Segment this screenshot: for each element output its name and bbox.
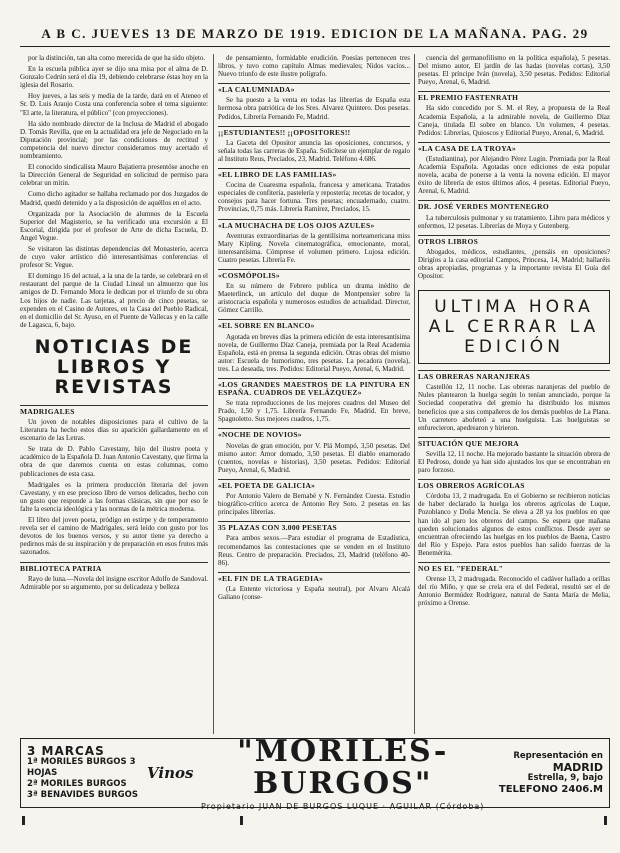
news-heading: NO ES EL "FEDERAL" <box>418 562 610 573</box>
ad-representation <box>488 751 603 795</box>
ad-brand-name: "MORILES-BURGOS" <box>237 733 449 801</box>
paragraph: Organizada por la Asociación de alumnos de la Escuela Superior del Magisterio, se ha verificado una excursión a El Escorial, dirigida por el profesor de Arte de dicha Escuela, D. Angel Vegue. <box>20 209 208 242</box>
column-2 <box>218 54 410 734</box>
paragraph: (Estudiantina), por Alejandro Pérez Lugín. Premiada por la Real Academia Española. Agotadas once ediciones de esta popular novela, acaba de ponerse a la venta la novena edición. El mayor éxito de librería de estos últimos años, 4 pesetas. Editorial Pueyo, Arenal, 6, Madrid. <box>418 154 610 196</box>
news-heading: LOS OBREROS AGRÍCOLAS <box>418 479 610 490</box>
paragraph: Se ha puesto a la venta en todas las librerías de España esta hermosa obra patriótica de los Sres. Alvarez Quintero. Dos pesetas. Pedidos, Librería Fernando Fe, Madrid. <box>218 96 410 121</box>
column-1 <box>20 54 208 734</box>
ad-brand-line: 2ª MORILES BURGOS <box>27 778 127 789</box>
ad-brands-title: 3 MARCAS <box>27 743 105 758</box>
columns <box>20 54 610 734</box>
paragraph: El domingo 16 del actual, a la una de la tarde, se celebrará en el restaurant del parque de la Ciudad Lineal un almuerzo que los amigos de D. Fernando Mora le dedican por el triunfo de su obra Los hijos de nadie. Las tarjetas, al precio de cinco pesetas, se expenden en el Casino de Autores, en la Casa del Pueblo Radical, en el domicilio del Sr. Ayuso, en el Puente de Vallecas y en la calle de Lagasca, 6, bajo. <box>20 272 208 329</box>
paragraph: por la distinción, tan alta como merecida de que ha sido objeto. <box>28 54 206 62</box>
ad-brands-list <box>27 743 147 801</box>
ad-heading: «LA MUCHACHA DE LOS OJOS AZULES» <box>218 219 410 230</box>
ad-heading: «EL FIN DE LA TRAGEDIA» <box>218 572 410 583</box>
registration-mark <box>604 816 607 825</box>
ad-heading: «NOCHE DE NOVIOS» <box>218 428 410 439</box>
paragraph: Por Antonio Valero de Bernabé y N. Fernández Cuesta. Estudio biográfico-crítico acerca de Antonio Rey Soto. 2 pesetas en las principales librerías. <box>218 492 410 517</box>
paragraph: (La Entente victoriosa y España neutral), por Alvaro Alcalá Galiano (conse- <box>218 584 410 601</box>
ad-center <box>197 733 488 811</box>
paragraph: Cocina de Cuaresma española, francesa y americana. Tratados especiales de confitería, pastelería y repostería; recetas de tocador, y consejos para hacer fortuna. Tres pesetas; encuadernado, cuatro. Provincias, 0,75 más. Librería Ramírez, Preciados, 15. <box>218 181 410 214</box>
ad-heading: OTROS LIBROS <box>418 235 610 246</box>
paragraph: Se trata de D. Pablo Cavestany, hijo del ilustre poeta y académico de la Española D. Juan Antonio Cavestany, que firma la obra de que daremos cuenta en estas columnas, como publicaciones de esta casa. <box>20 445 208 478</box>
paragraph: Madrigales es la primera producción literaria del joven Cavestany, y en ese precioso libro de versos delicados, hecho con un gusto que responde a las formas clásicas, sin que por eso le falte la esencia ideológica y las normas de la métrica moderna. <box>20 480 208 513</box>
column-3 <box>418 54 610 734</box>
ad-vinos-label: Vinos <box>147 764 194 782</box>
paragraph: El conocido sindicalista Mauro Bajatierra presentóse anoche en la Dirección General de Seguridad en solicitud de permiso para celebrar un mitin. <box>20 163 208 188</box>
ad-brand-line: 3ª BENAVIDES BURGOS <box>27 789 139 800</box>
subsection-heading: BIBLIOTECA PATRIA <box>20 562 208 573</box>
paragraph: Como dicho agitador se hallaba reclamado por dos Juzgados de Madrid, quedó detenido y a la disposición de aquéllos en el acto. <box>20 190 208 207</box>
paragraph: cuencia del germanofilismo en la política española), 5 pesetas. Del mismo autor, El jardín de las hadas (novelas cortas), 3,50 pesetas. El príncipe Iván (novela), 3,50 pesetas. Pedidos: Editorial Pueyo, Arenal, 6, Madrid. <box>418 54 610 87</box>
subsection-heading: MADRIGALES <box>20 405 208 416</box>
paragraph: de pensamiento, formidable erudición. Poesías pertenecen tres libros, y tuvo como capítulo Almas medievales; Nidos vacíos... Nuevo triunfo de este ilustre polígrafo. <box>218 54 410 79</box>
ad-rep-phone: TELEFONO 2406.M <box>498 784 603 795</box>
paragraph: Un joven de notables disposiciones para el cultivo de la Literatura ha hecho estos días su aparición gallardamente en el escenario de las Letras. <box>20 418 208 443</box>
ultima-hora-banner: ULTIMA HORA AL CERRAR LA EDICIÓN <box>418 290 610 364</box>
page-masthead: A B C. JUEVES 13 DE MARZO DE 1919. EDICION DE LA MAÑANA. PAG. 29 <box>20 26 610 47</box>
ad-rep-label: Representación en <box>513 751 603 761</box>
ad-heading: EL PREMIO FASTENRATH <box>418 91 610 102</box>
paragraph: En la escuela pública ayer se dijo una misa por el alma de D. Gonzalo Cedrún será el día 19, debiendo celebrarse éstas hoy en la iglesia del Rosario. <box>20 65 208 90</box>
ad-heading: DR. JOSÉ VERDES MONTENEGRO <box>418 200 610 211</box>
ad-heading: «COSMÓPOLIS» <box>218 269 410 280</box>
column-rule <box>213 54 214 734</box>
news-heading: SITUACIÓN QUE MEJORA <box>418 437 610 448</box>
paragraph: Se trata reproducciones de los mejores cuadros del Museo del Prado, 1,50 y 1,75. Librería Fernando Fe, Madrid. En breve, Spagnoletto. Sus mejores cuadros, 1,75. <box>218 399 410 424</box>
ad-heading: «EL SOBRE EN BLANCO» <box>218 319 410 330</box>
paragraph: Rayo de luna.—Novela del insigne escritor Adolfo de Sandoval. Admirable por su argumento, por su delicadeza y belleza <box>20 574 208 591</box>
ad-heading: 35 PLAZAS CON 3.000 PESETAS <box>218 521 410 532</box>
ad-heading: «EL POETA DE GALICIA» <box>218 479 410 490</box>
ad-proprietor: Propietario JUAN DE BURGOS LUQUE · AGUILAR (Córdoba) <box>201 801 485 811</box>
ad-heading: «LA CASA DE LA TROYA» <box>418 142 610 153</box>
paragraph: Novelas de gran emoción, por V. Plá Mompó, 3,50 pesetas. Del mismo autor: Amor domado, 3,50 pesetas. El diablo enamorado (cuentos, novelas e historias), 3,50 pesetas. Pedidos: Editorial Pueyo, Arenal, 6, Madrid. <box>218 441 410 474</box>
paragraph: Castellón 12, 11 noche. Las obreras naranjeras del pueblo de Nules plantearon la huelga según lo tenían anunciado, porque la Sociedad cooperativa del gremio ha distribuido los mismos beneficios que a sus compañeros de los demás pueblos de La Plana. Un carretero abofeteó a una huelguista. Las huelguistas se enfurecieron, apedrearon y hirieron. <box>418 383 610 432</box>
paragraph: Hoy jueves, a las seis y media de la tarde, dará en el Ateneo el Sr. D. Luis Araujo Costa una conferencia sobre el tema siguiente: "El arte, la literatura, el público" (con proyecciones). <box>20 92 208 117</box>
paragraph: Ha sido concedido por S. M. el Rey, a propuesta de la Real Academia Española, a la admirable novela, de Guillermo Díaz Caneja, titulada El sobre en blanco. Un volumen, 4 pesetas. Pedidos: Librerías, Quioscos y Editorial Pueyo, Arenal, 6, Madrid. <box>418 104 610 137</box>
ad-rep-address: Estrella, 9, bajo <box>527 773 603 783</box>
registration-mark <box>240 816 243 825</box>
paragraph: En su número de Febrero publica un drama inédito de Maeterlinck, un artículo del duque de Montpensier sobre la aristocracia española y numerosos estudios de actualidad. Director, Gómez Carrillo. <box>218 282 410 315</box>
registration-mark <box>22 816 25 825</box>
ad-heading: «EL LIBRO DE LAS FAMILIAS» <box>218 168 410 179</box>
paragraph: Ha sido nombrado director de la Inclusa de Madrid el abogado D. Tomás Revilla, que en la actualidad era jefe de Negociado en la Diputación provincial; por las condiciones de rectitud y competencia del nuevo director consideramos muy acertado el nombramiento. <box>20 119 208 161</box>
ad-heading: «LA CALUMNIADA» <box>218 83 410 94</box>
section-title: NOTICIAS DE LIBROS Y REVISTAS <box>34 335 194 398</box>
paragraph: Orense 13, 2 madrugada. Reconocido el cadáver hallado a orillas del río Miño, y que se creía era el del Federal, resultó ser el de Antonio Bermúdez Rodríguez, natural de Santa María de Melia, próximo a Orense. <box>418 575 610 608</box>
paragraph: Para ambos sexos.—Para estudiar el programa de Estadística, recomendamos las contestaciones que se venden en el Instituto Reus. Centro de preparación. Preciados, 23, Madrid (teléfono 40-86). <box>218 534 410 567</box>
paragraph: La tuberculosis pulmonar y su tratamiento. Libro para médicos y enfermos, 12 pesetas. Librerías de Moya y Gutenberg. <box>418 213 610 230</box>
paragraph: Agotada en breves días la primera edición de esta interesantísima novela, de Guillermo Díaz Caneja, premiada por la Real Academia Española, está en prensa la segunda edición. Otras obras del mismo autor: Escuela de humorismo, tres pesetas. La pecadora (novela), tres. La deseada, tres. Pedidos: Editorial Pueyo, Arenal, 6, Madrid. <box>218 332 410 373</box>
ad-rep-city: MADRID <box>552 761 603 774</box>
paragraph: Córdoba 13, 2 madrugada. En el Gobierno se recibieron noticias de haber declarado la huelga los obreros agrícolas de Luque, Pozoblanco y Doña Mencía. Se eleva a 28 ya los pueblos en que han ido al paro los obreros del campo. Se espera que mañana queden solucionados algunos de estos conflictos. Desde ayer se encuentran ofreciendo las huelgas en los pueblos de Baena, Castro del Río y Espejo. Para estos pueblos han salido fuerzas de la Benemérita. <box>418 492 610 557</box>
paragraph: La Gaceta del Opositor anuncia las oposiciones, concursos, y señala todas las carreras de España. Solicítese un ejemplar de regalo al Instituto Reus, Preciados, 23, Madrid. Teléfono 4.686. <box>218 138 410 163</box>
paragraph: Sevilla 12, 11 noche. Ha mejorado bastante la situación obrera de El Pedroso, donde ya han sido ajustados los que se encontraban en paro forzoso. <box>418 449 610 475</box>
ad-heading: ¡¡ESTUDIANTES!! ¡¡OPOSITORES!! <box>218 126 410 137</box>
paragraph: Se visitaron las distintas dependencias del Monasterio, acerca de cuyo valor artístico dió interesantísimas conferencias el profesor Sr. Vegue. <box>20 244 208 270</box>
moriles-burgos-advertisement <box>20 733 610 811</box>
paragraph: Abogados, médicos, estudiantes, ¿pensáis en oposiciones? Dirigíos a la casa editorial Campos, Princesa, 14, Madrid; hallaréis obras apropiadas, programas y la importante revista El Guía del Opositor. <box>418 247 610 281</box>
paragraph: El libro del joven poeta, pródigo en estirpe y de temperamento revela ser el camino de Madrigales, será leído con gusto por los devotos de los buenos versos, y su autor tiene ya derecho a pedirnos más de su inspiración y de preparación en esos frutos más sazonados. <box>20 516 208 557</box>
paragraph: Aventuras extraordinarias de la gentilísima norteamericana miss Mary Kipling. Novela cinematográfica, emocionante, moral, interesantísima. Cómprese el volumen primero. Lujosa edición. Cuatro pesetas. Librería Fe. <box>218 231 410 264</box>
page-foot-marks <box>20 816 610 826</box>
news-heading: LAS OBRERAS NARANJERAS <box>418 370 610 381</box>
column-rule <box>414 54 415 734</box>
newspaper-page <box>20 26 610 826</box>
ad-heading: «LOS GRANDES MAESTROS DE LA PINTURA EN ESPAÑA. CUADROS DE VELÁZQUEZ» <box>218 380 410 398</box>
ad-brand-line: 1ª MORILES BURGOS 3 HOJAS <box>27 756 136 778</box>
